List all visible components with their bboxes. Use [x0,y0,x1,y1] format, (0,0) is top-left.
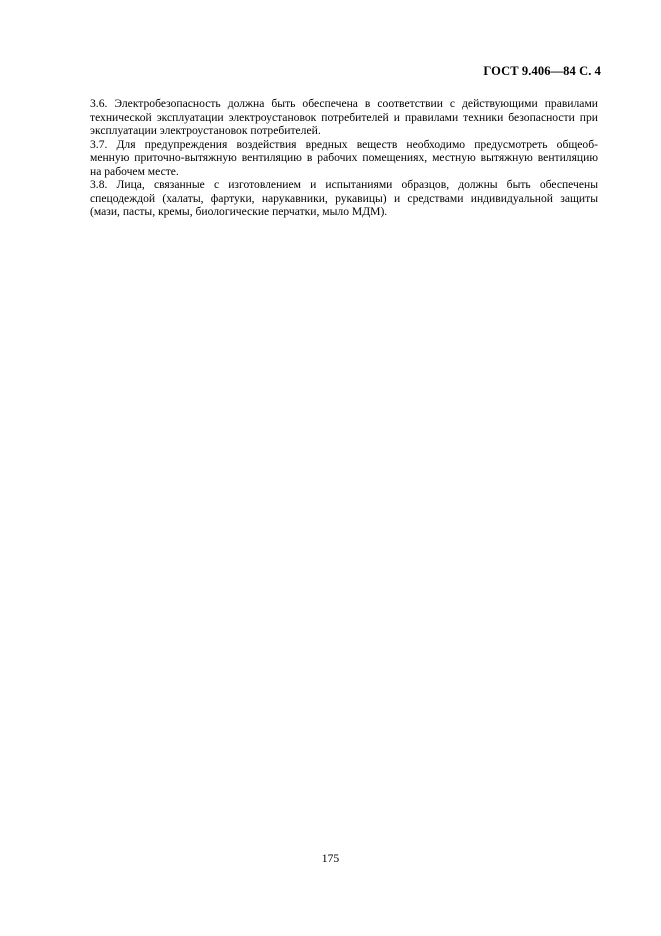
text-line: 3.7. Для предупреждения воздействия вредных веществ необходимо предусмотреть общеоб- [90,137,598,151]
page-number: 175 [321,852,340,865]
text-line: эксплуатации электроустановок потребителей. [90,124,321,137]
paragraph-3-8 [62,178,598,219]
text-line: менную приточно-вытяжную вентиляцию в рабочих помещениях, местную вытяжную вентиляцию [90,151,598,164]
running-header: ГОСТ 9.406—84 С. 4 [483,64,601,78]
text-line: 3.6. Электробезопасность должна быть обеспечена в соответствии с действующими правилами [90,97,598,110]
document-body [62,97,598,219]
text-line: на рабочем месте. [90,164,179,178]
text-line: технической эксплуатации электроустановок потребителей и правилами техники безопасности при [90,110,598,124]
text-line: 3.8. Лица, связанные с изготовлением и испытаниями образцов, должны быть обеспечены [90,178,598,191]
text-line: спецодеждой (халаты, фартуки, нарукавники, рукавицы) и средствами индивидуальной защиты [90,191,598,205]
text-line: (мази, пасты, кремы, биологические перчатки, мыло МДМ). [90,205,388,218]
paragraph-3-7 [62,138,598,179]
paragraph-3-6 [62,97,598,138]
